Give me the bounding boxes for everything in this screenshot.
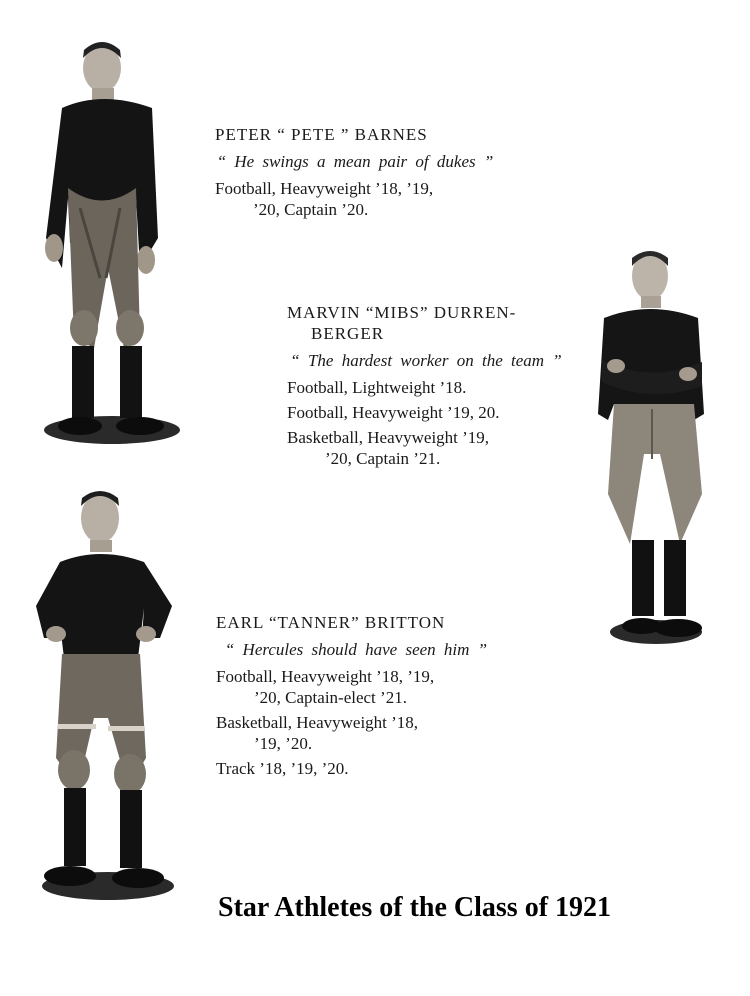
record-text: Basketball, Heavyweight ’18, [216,713,419,732]
record-line [287,427,565,469]
record-line [215,178,495,220]
athlete-quote: “ Hercules should have seen him ” [224,640,488,659]
athlete-figure-britton [34,488,182,904]
record-continuation: ’20, Captain-elect ’21. [254,688,407,707]
athlete-quote: “ He swings a mean pair of dukes ” [216,152,494,171]
athlete-figure-durrenberger [594,244,714,648]
record-continuation: ’19, ’20. [254,734,313,753]
record-text: Track ’18, ’19, ’20. [216,759,349,778]
name-line: PETER “ PETE ” BARNES [215,125,428,144]
record-text: Football, Heavyweight ’18, ’19, [216,667,435,686]
athlete-name [215,124,495,145]
bio-peter-barnes [215,124,495,224]
record-text: Basketball, Heavyweight ’19, [287,428,490,447]
record-text: Football, Heavyweight ’19, 20. [287,403,500,422]
record-line [287,402,565,423]
page-caption: Star Athletes of the Class of 1921 [218,892,612,923]
record-line [287,377,565,398]
athlete-name [287,302,565,344]
record-text: Football, Heavyweight ’18, ’19, [215,179,434,198]
athlete-name [216,612,496,633]
record-continuation: ’20, Captain ’21. [325,449,441,468]
bio-earl-britton [216,612,496,783]
photo-peter-barnes [40,38,185,450]
athlete-figure-barnes [40,38,185,450]
name-continuation: BERGER [311,324,385,343]
record-line [216,712,496,754]
name-line: EARL “TANNER” BRITTON [216,613,446,632]
photo-earl-britton [34,488,182,904]
record-line [216,666,496,708]
bio-marvin-durrenberger [287,302,565,473]
photo-marvin-durrenberger [594,244,714,648]
record-line [216,758,496,779]
name-line: MARVIN “MIBS” DURREN- [287,303,517,322]
record-continuation: ’20, Captain ’20. [253,200,369,219]
athlete-quote: “ The hardest worker on the team ” [290,351,562,370]
record-text: Football, Lightweight ’18. [287,378,467,397]
